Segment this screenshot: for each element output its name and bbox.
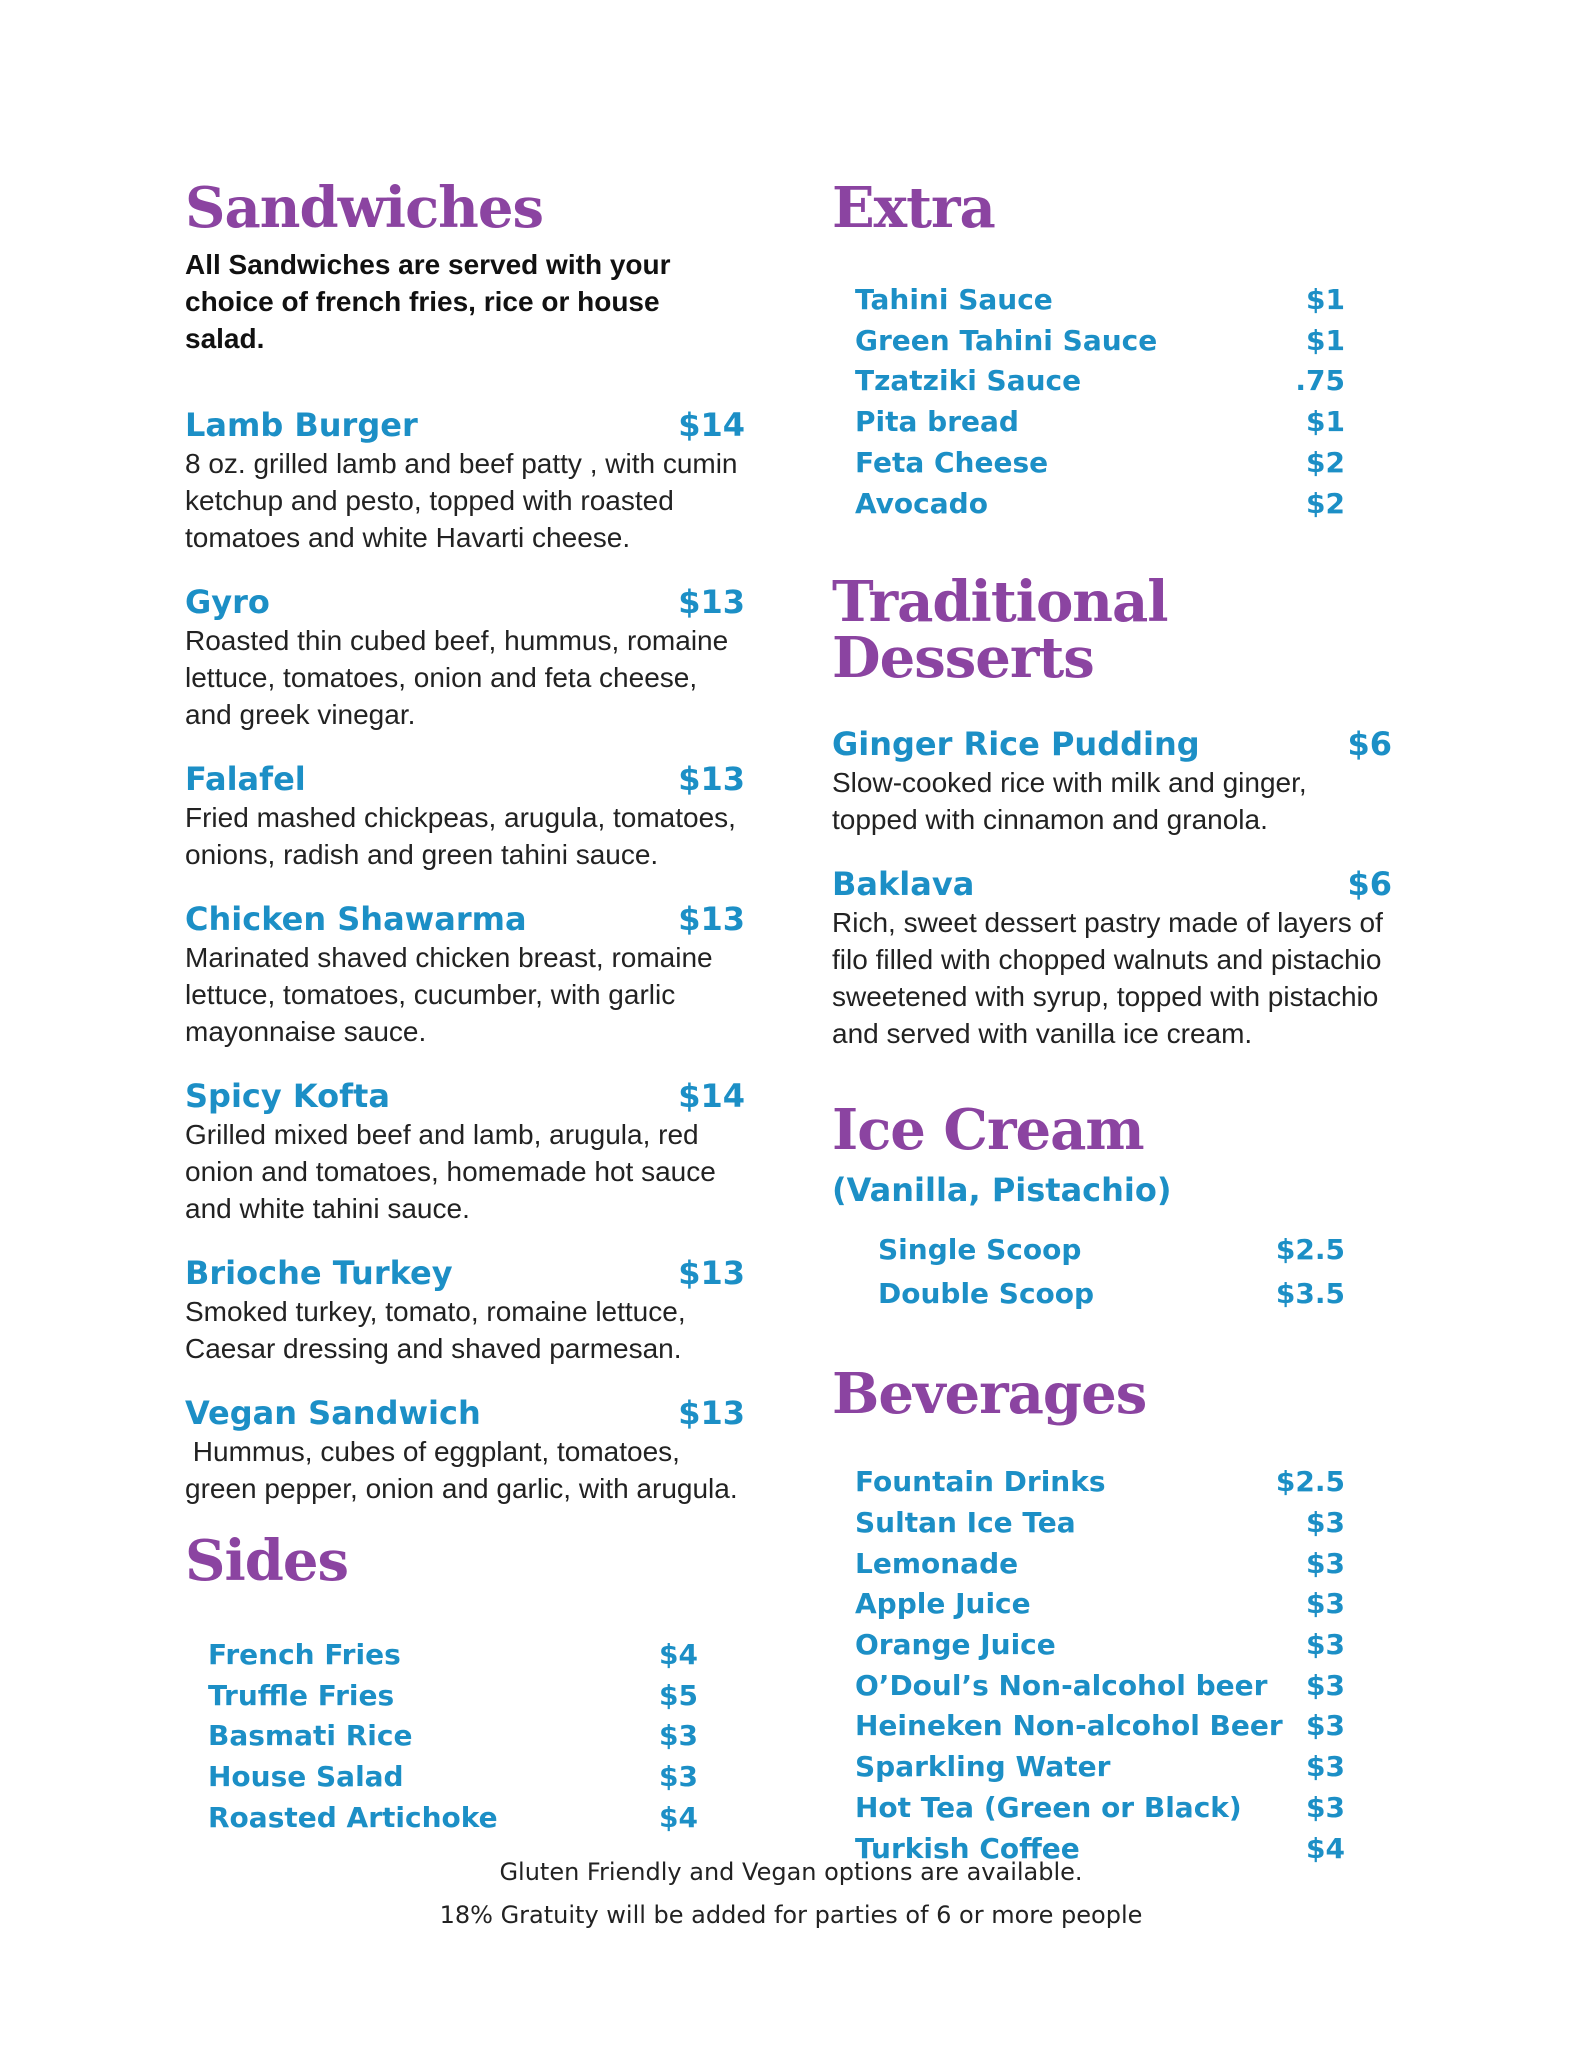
item-price: $2.5 (1275, 1465, 1345, 1499)
footer-note-options: Gluten Friendly and Vegan options are available. (499, 1858, 1083, 1886)
item-price: $2 (1306, 486, 1345, 520)
list-item (855, 1462, 1345, 1503)
list-item (878, 1228, 1345, 1272)
item-price: $5 (659, 1678, 698, 1712)
item-description: Rich, sweet dessert pastry made of layers of filo filled with chopped walnuts and pistachio sweetened with syrup, topped with pistachio and served with vanilla ice cream. (832, 907, 1391, 1050)
list-item (855, 361, 1345, 402)
list-item (855, 1584, 1345, 1625)
sides-list (208, 1635, 698, 1839)
item-name: Green Tahini Sauce (855, 323, 1158, 357)
item-name: Falafel (185, 760, 306, 798)
dessert-list (832, 724, 1392, 1052)
item-name: Single Scoop (878, 1233, 1082, 1267)
item-price: $3 (1306, 1546, 1345, 1580)
item-description: Roasted thin cubed beef, hummus, romaine lettuce, tomatoes, onion and feta cheese, and greek vinegar. (185, 625, 736, 730)
menu-item (185, 759, 745, 873)
item-price: $13 (678, 900, 745, 938)
item-description: Marinated shaved chicken breast, romaine lettuce, tomatoes, cucumber, with garlic mayonnaise sauce. (185, 942, 721, 1047)
item-name: Hot Tea (Green or Black) (855, 1790, 1242, 1824)
item-name: Gyro (185, 583, 270, 621)
list-item (855, 1503, 1345, 1544)
footer-note-gratuity: 18% Gratuity will be added for parties of 6 or more people (439, 1901, 1143, 1929)
item-price: $1 (1306, 405, 1345, 439)
item-name: Feta Cheese (855, 445, 1049, 479)
item-price: $14 (678, 1077, 745, 1115)
item-name: Spicy Kofta (185, 1077, 390, 1115)
list-item (855, 1788, 1345, 1829)
item-name: Sultan Ice Tea (855, 1505, 1076, 1539)
item-price: $3 (1306, 1790, 1345, 1824)
menu-item (185, 1253, 745, 1367)
item-price: $13 (678, 583, 745, 621)
item-name: Truffle Fries (208, 1678, 395, 1712)
item-price: $13 (678, 1254, 745, 1292)
item-name: Turkish Coffee (855, 1831, 1080, 1865)
item-price: $2.5 (1275, 1233, 1345, 1267)
item-description: Grilled mixed beef and lamb, arugula, red onion and tomatoes, homemade hot sauce and white tahini sauce. (185, 1119, 724, 1224)
list-item (208, 1676, 698, 1717)
item-name: Fountain Drinks (855, 1465, 1106, 1499)
list-item (855, 1747, 1345, 1788)
item-price: $6 (1347, 865, 1392, 904)
item-price: $3.5 (1275, 1277, 1345, 1311)
item-name: Baklava (832, 865, 975, 904)
menu-item (185, 1393, 745, 1507)
list-item (855, 1666, 1345, 1707)
ice-cream-list (878, 1228, 1345, 1316)
item-price: $13 (678, 1394, 745, 1432)
item-price: .75 (1295, 364, 1345, 398)
item-price: $3 (1306, 1587, 1345, 1621)
item-name: Pita bread (855, 405, 1019, 439)
list-item (208, 1757, 698, 1798)
ice-cream-title: Ice Cream (832, 1097, 1144, 1164)
item-price: $3 (1306, 1668, 1345, 1702)
beverages-title: Beverages (832, 1361, 1147, 1428)
desserts-title: Traditional Desserts (832, 569, 1168, 692)
item-price: $14 (678, 406, 745, 444)
menu-item (832, 724, 1392, 838)
menu-item (185, 1076, 745, 1227)
menu-item (832, 864, 1392, 1052)
item-name: Tzatziki Sauce (855, 364, 1082, 398)
list-item (855, 280, 1345, 321)
item-name: Orange Juice (855, 1628, 1056, 1662)
item-name: O’Doul’s Non-alcohol beer (855, 1668, 1268, 1702)
item-name: French Fries (208, 1638, 401, 1671)
item-name: Vegan Sandwich (185, 1394, 481, 1432)
list-item (208, 1716, 698, 1757)
ice-cream-subtitle: (Vanilla, Pistachio) (832, 1171, 1172, 1210)
extra-title: Extra (832, 175, 995, 241)
item-description: Hummus, cubes of eggplant, tomatoes, green pepper, onion and garlic, with arugula. (185, 1436, 738, 1504)
item-name: Lamb Burger (185, 406, 418, 444)
item-price: $3 (1306, 1505, 1345, 1539)
list-item (855, 443, 1345, 484)
item-name: Avocado (855, 486, 988, 520)
list-item (855, 402, 1345, 443)
item-price: $4 (659, 1638, 698, 1671)
item-name: House Salad (208, 1760, 404, 1794)
sides-title: Sides (185, 1528, 349, 1594)
extra-list (855, 280, 1345, 524)
item-price: $3 (1306, 1750, 1345, 1784)
sandwiches-title: Sandwiches (185, 175, 544, 241)
menu-item (185, 405, 745, 556)
item-price: $2 (1306, 445, 1345, 479)
item-name: Heineken Non-alcohol Beer (855, 1709, 1283, 1743)
item-price: $13 (678, 760, 745, 798)
item-price: $6 (1347, 725, 1392, 764)
sandwich-list (185, 405, 745, 1507)
item-price: $1 (1306, 323, 1345, 357)
list-item (208, 1635, 698, 1676)
menu-item (185, 582, 745, 733)
item-description: 8 oz. grilled lamb and beef patty , with cumin ketchup and pesto, topped with roasted tomatoes and white Havarti cheese. (185, 448, 746, 553)
item-price: $3 (1306, 1709, 1345, 1743)
item-description: Smoked turkey, tomato, romaine lettuce, Caesar dressing and shaved parmesan. (185, 1296, 694, 1364)
item-name: Ginger Rice Pudding (832, 725, 1200, 764)
list-item (208, 1798, 698, 1839)
beverages-list (855, 1462, 1345, 1869)
list-item (855, 1706, 1345, 1747)
left-column (185, 175, 746, 1839)
item-price: $3 (659, 1760, 698, 1794)
item-name: Chicken Shawarma (185, 900, 527, 938)
list-item (855, 1544, 1345, 1585)
item-name: Sparkling Water (855, 1750, 1111, 1784)
list-item (855, 321, 1345, 362)
right-column (832, 175, 1392, 1869)
item-name: Basmati Rice (208, 1719, 413, 1753)
list-item (855, 484, 1345, 525)
item-price: $4 (659, 1800, 698, 1834)
list-item (855, 1625, 1345, 1666)
item-description: Slow-cooked rice with milk and ginger, topped with cinnamon and granola. (832, 767, 1315, 836)
item-name: Brioche Turkey (185, 1254, 453, 1292)
item-price: $3 (1306, 1628, 1345, 1662)
item-name: Tahini Sauce (855, 283, 1053, 316)
item-name: Lemonade (855, 1546, 1019, 1580)
sandwiches-intro: All Sandwiches are served with your choice of french fries, rice or house salad. (185, 249, 671, 354)
menu-item (185, 899, 745, 1050)
item-price: $3 (659, 1719, 698, 1753)
list-item (878, 1272, 1345, 1316)
item-description: Fried mashed chickpeas, arugula, tomatoes, onions, radish and green tahini sauce. (185, 802, 744, 870)
item-name: Roasted Artichoke (208, 1800, 498, 1834)
item-price: $1 (1306, 283, 1345, 316)
item-price: $4 (1306, 1831, 1345, 1865)
item-name: Apple Juice (855, 1587, 1031, 1621)
item-name: Double Scoop (878, 1277, 1095, 1311)
